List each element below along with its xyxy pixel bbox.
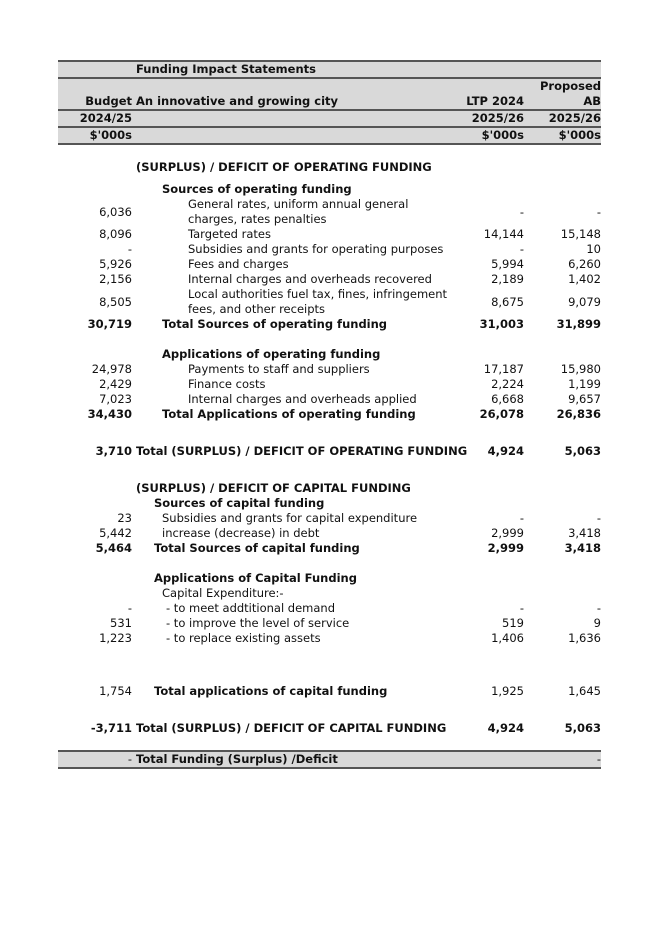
budget-value: 5,926: [99, 257, 132, 271]
row-label: Payments to staff and suppliers: [188, 362, 370, 376]
ab-value: 31,899: [556, 317, 601, 331]
row-label: Internal charges and overheads applied: [188, 392, 417, 406]
ab-value: 9: [593, 616, 601, 630]
row-label: Local authorities fuel tax, fines, infringement fees, and other receipts: [188, 287, 448, 316]
col1-header: Budget: [85, 94, 132, 108]
ltp-value: 4,924: [487, 721, 524, 735]
ab-value: -: [596, 601, 601, 615]
total-row: [58, 407, 601, 422]
ab-value: 1,402: [568, 272, 601, 286]
budget-value: 23: [117, 511, 132, 525]
col3-year: 2025/26: [471, 111, 524, 125]
col4-year: 2025/26: [548, 111, 601, 125]
capital-applications-heading: [58, 571, 601, 586]
ltp-value: 2,999: [487, 541, 524, 555]
budget-value: 8,505: [99, 295, 132, 309]
budget-value: 8,096: [99, 227, 132, 241]
row-label: Finance costs: [188, 377, 266, 391]
table-row: [58, 631, 601, 646]
ltp-value: 1,925: [491, 684, 524, 698]
row-label: - to improve the level of service: [166, 616, 350, 630]
capex-label-row: [58, 586, 601, 601]
ltp-value: -: [519, 601, 524, 615]
funding-impact-statement-table: [58, 60, 601, 769]
table-row: [58, 272, 601, 287]
ab-value: 3,418: [568, 526, 601, 540]
table-row: [58, 257, 601, 272]
col1-year: 2024/25: [79, 111, 132, 125]
row-label: Total Sources of capital funding: [154, 541, 360, 555]
subsection-heading: Sources of capital funding: [154, 496, 325, 510]
ltp-value: 5,994: [491, 257, 524, 271]
col1-unit: $'000s: [89, 128, 132, 142]
row-label: Total Funding (Surplus) /Deficit: [136, 752, 338, 766]
operating-applications-heading: [58, 347, 601, 362]
col3-header: LTP 2024: [466, 94, 524, 108]
ab-value: 10: [586, 242, 601, 256]
ltp-value: 6,668: [491, 392, 524, 406]
total-row: [58, 541, 601, 556]
col4-unit: $'000s: [558, 128, 601, 142]
capital-sources-heading: [58, 496, 601, 511]
table-row: [58, 242, 601, 257]
row-label: Total Sources of operating funding: [162, 317, 388, 331]
capital-section-title: [58, 481, 601, 496]
ab-value: -: [596, 511, 601, 525]
ab-value: 26,836: [556, 407, 601, 421]
ltp-value: 2,999: [491, 526, 524, 540]
ltp-value: 17,187: [483, 362, 524, 376]
operating-net-row: [58, 444, 601, 459]
row-label: - to replace existing assets: [166, 631, 321, 645]
table-title: Funding Impact Statements: [136, 62, 316, 76]
ab-value: 5,063: [564, 721, 601, 735]
row-label: Total Applications of operating funding: [162, 407, 416, 421]
header-row-0: [58, 79, 601, 94]
total-funding-row: [58, 750, 601, 769]
ab-value: -: [596, 205, 601, 219]
budget-value: 7,023: [99, 392, 132, 406]
subsection-heading: Applications of Capital Funding: [154, 571, 357, 585]
row-label: - to meet addtitional demand: [166, 601, 336, 615]
budget-value: 30,719: [87, 317, 132, 331]
row-label: increase (decrease) in debt: [162, 526, 320, 540]
ab-value: 5,063: [564, 444, 601, 458]
budget-value: 5,442: [99, 526, 132, 540]
ltp-value: 2,224: [491, 377, 524, 391]
table-row: [58, 227, 601, 242]
table-row: [58, 526, 601, 541]
row-label: Internal charges and overheads recovered: [188, 272, 432, 286]
table-row: [58, 287, 601, 317]
ltp-value: 26,078: [479, 407, 524, 421]
budget-value: 5,464: [95, 541, 132, 555]
budget-value: 3,710: [95, 444, 132, 458]
col3-unit: $'000s: [481, 128, 524, 142]
ltp-value: 31,003: [479, 317, 524, 331]
operating-sources-heading: [58, 182, 601, 197]
ab-value: 3,418: [564, 541, 601, 555]
budget-value: 531: [110, 616, 132, 630]
col4-header-line0: Proposed: [539, 79, 601, 93]
row-label: Total applications of capital funding: [154, 684, 388, 698]
total-row: [58, 684, 601, 699]
activity-title: An innovative and growing city: [136, 94, 339, 108]
ltp-value: 4,924: [487, 444, 524, 458]
table-row: [58, 616, 601, 631]
ltp-value: 519: [502, 616, 524, 630]
ltp-value: -: [519, 242, 524, 256]
capital-net-row: [58, 721, 601, 736]
table-row: [58, 362, 601, 377]
row-label: Total (SURPLUS) / DEFICIT OF OPERATING FUNDING: [136, 444, 468, 458]
ltp-value: 8,675: [491, 295, 524, 309]
budget-value: -3,711: [90, 721, 132, 735]
header-year-row: [58, 111, 601, 128]
row-label: Subsidies and grants for operating purposes: [188, 242, 444, 256]
budget-value: 6,036: [99, 205, 132, 219]
budget-value: 2,429: [99, 377, 132, 391]
col4-header-line1: AB: [583, 94, 601, 108]
ab-value: 15,148: [560, 227, 601, 241]
table-row: [58, 377, 601, 392]
ab-value: 1,199: [568, 377, 601, 391]
row-label: Total (SURPLUS) / DEFICIT OF CAPITAL FUNDING: [136, 721, 447, 735]
table-row: [58, 511, 601, 526]
budget-value: 34,430: [87, 407, 132, 421]
row-label: Subsidies and grants for capital expenditure: [162, 511, 418, 525]
row-label: Targeted rates: [188, 227, 271, 241]
header-row-1: [58, 94, 601, 111]
ab-value: 9,657: [568, 392, 601, 406]
ltp-value: 2,189: [491, 272, 524, 286]
table-row: [58, 601, 601, 616]
table-row: [58, 392, 601, 407]
table-row: [58, 197, 601, 227]
row-label: Capital Expenditure:-: [162, 586, 284, 600]
budget-value: -: [127, 752, 132, 766]
table-title-row: [58, 60, 601, 79]
ab-value: 1,645: [568, 684, 601, 698]
budget-value: 1,223: [99, 631, 132, 645]
total-row: [58, 317, 601, 332]
ab-value: 9,079: [568, 295, 601, 309]
budget-value: -: [127, 242, 132, 256]
section-title: (SURPLUS) / DEFICIT OF OPERATING FUNDING: [136, 160, 432, 174]
budget-value: 2,156: [99, 272, 132, 286]
subsection-heading: Sources of operating funding: [162, 182, 352, 196]
section-title: (SURPLUS) / DEFICIT OF CAPITAL FUNDING: [136, 481, 411, 495]
ab-value: 15,980: [560, 362, 601, 376]
ab-value: 1,636: [568, 631, 601, 645]
row-label: General rates, uniform annual general charges, rates penalties: [188, 197, 409, 226]
budget-value: 24,978: [91, 362, 132, 376]
ab-value: -: [596, 752, 601, 766]
operating-section-title: [58, 160, 601, 175]
ltp-value: 1,406: [491, 631, 524, 645]
ab-value: 6,260: [568, 257, 601, 271]
header-unit-row: [58, 128, 601, 145]
budget-value: 1,754: [99, 684, 132, 698]
ltp-value: -: [519, 205, 524, 219]
budget-value: -: [127, 601, 132, 615]
ltp-value: 14,144: [483, 227, 524, 241]
ltp-value: -: [519, 511, 524, 525]
subsection-heading: Applications of operating funding: [162, 347, 381, 361]
row-label: Fees and charges: [188, 257, 289, 271]
